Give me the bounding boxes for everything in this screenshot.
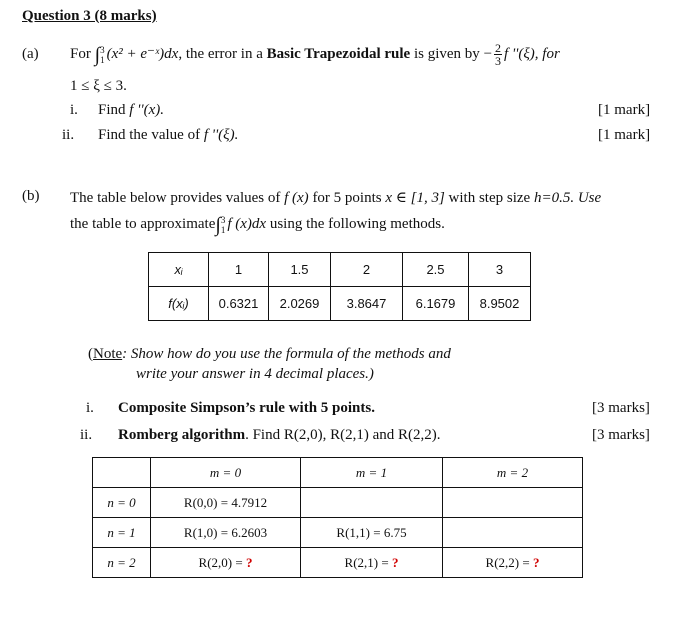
part-b-item-1-marks: [3 marks] (592, 400, 650, 416)
part-a-item-1-num: i. (70, 102, 78, 118)
line1-text: , the error in a (178, 45, 263, 62)
table-cell: n = 1 (93, 518, 151, 548)
table-cell: xᵢ (149, 253, 209, 287)
part-a-item-2-num: ii. (62, 127, 75, 143)
part-b-item-1-num: i. (86, 400, 94, 416)
part-b-item-2-marks: [3 marks] (592, 427, 650, 443)
f-double-prime-x: f ''(x). (129, 102, 164, 118)
part-b-item-2: Romberg algorithm. Find R(2,0), R(2,1) and R(2,2). (118, 427, 441, 443)
integrand: (x² + e⁻ˣ)dx (106, 45, 179, 62)
part-b-label: (b) (22, 188, 40, 204)
table-cell: 2.0269 (269, 287, 331, 321)
note-line-2: write your answer in 4 decimal places.) (136, 366, 374, 382)
romberg-table (92, 457, 583, 578)
table-cell: 8.9502 (469, 287, 531, 321)
f-double-prime-xi: f ''(ξ). (203, 127, 239, 143)
table-cell: 3 (469, 253, 531, 287)
integral-limits: 3 1 (100, 44, 105, 65)
table-cell (443, 518, 583, 548)
table-cell: 2 (331, 253, 403, 287)
table-row (149, 287, 531, 321)
part-a-item-2-marks: [1 mark] (598, 127, 651, 143)
integral-sign-b: ∫ (215, 214, 221, 236)
table-cell (443, 488, 583, 518)
table-cell: n = 0 (93, 488, 151, 518)
error-fraction: $\frac{2}{3}$ (495, 41, 502, 68)
part-a-item-1-marks: [1 mark] (598, 102, 651, 118)
table-cell (301, 488, 443, 518)
table-row (93, 518, 583, 548)
table-cell (93, 458, 151, 488)
table-cell: m = 2 (443, 458, 583, 488)
line1-text2: is given by (413, 45, 480, 62)
table-cell: 0.6321 (209, 287, 269, 321)
note-label: Note (93, 346, 123, 362)
rule-name: Basic Trapezoidal rule (266, 45, 411, 62)
for-word: For (70, 45, 91, 62)
part-b-item-1: Composite Simpson’s rule with 5 points. (118, 400, 375, 416)
xi-range: 1 ≤ ξ ≤ 3. (70, 78, 127, 94)
part-b-line1: The table below provides values of f (x) for 5 points x ∈ [1, 3] with step size h=0.5. Use (70, 190, 602, 206)
table-cell: R(1,0) = 6.2603 (151, 518, 301, 548)
part-b-item-2-num: ii. (80, 427, 93, 443)
table-cell: R(0,0) = 4.7912 (151, 488, 301, 518)
integral-limits-b: 3 1 (220, 214, 226, 235)
values-table (148, 252, 531, 321)
table-cell: 3.8647 (331, 287, 403, 321)
table-cell: R(2,0) = ? (151, 548, 301, 578)
error-term: f ''(ξ), for (504, 45, 560, 62)
part-a-item-2: Find the value of f ''(ξ). (98, 127, 239, 143)
table-cell: 1.5 (269, 253, 331, 287)
table-cell: R(1,1) = 6.75 (301, 518, 443, 548)
table-cell: m = 1 (301, 458, 443, 488)
part-b-line2: the table to approximate∫ 3 1 f (x)dx using the following methods. (70, 214, 445, 236)
part-a-label: (a) (22, 46, 39, 62)
integral-sign: ∫ (94, 43, 101, 66)
note-line-1: (Note: Show how do you use the formula of the methods and (88, 346, 451, 362)
table-row (149, 253, 531, 287)
table-row (93, 488, 583, 518)
question-title: Question 3 (8 marks) (22, 8, 157, 24)
part-a-line1 (70, 42, 560, 67)
table-cell: f(xᵢ) (149, 287, 209, 321)
integrand-b: f (x)dx (227, 216, 267, 232)
part-a-item-1: Find f ''(x). (98, 102, 164, 118)
table-row (93, 458, 583, 488)
table-cell: R(2,2) = ? (443, 548, 583, 578)
table-cell: m = 0 (151, 458, 301, 488)
table-cell: 6.1679 (403, 287, 469, 321)
table-cell: n = 2 (93, 548, 151, 578)
table-cell: 2.5 (403, 253, 469, 287)
table-cell: 1 (209, 253, 269, 287)
table-row (93, 548, 583, 578)
minus-sign: − (483, 45, 493, 62)
table-cell: R(2,1) = ? (301, 548, 443, 578)
